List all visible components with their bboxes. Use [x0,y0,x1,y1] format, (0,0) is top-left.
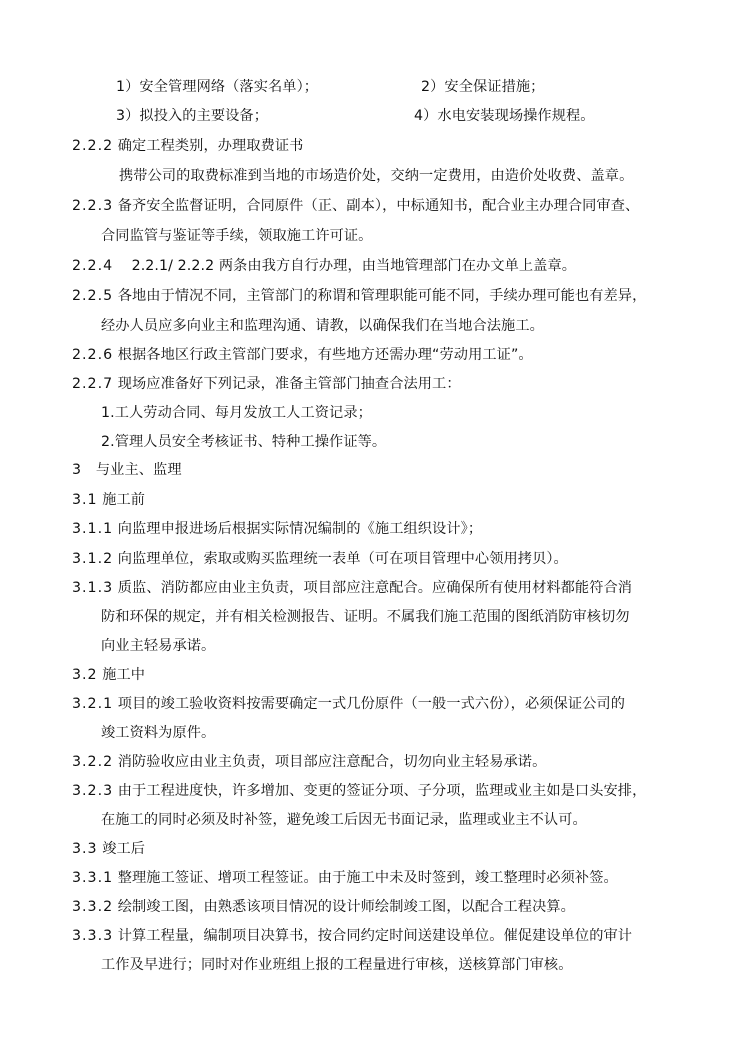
paragraph-line: 携带公司的取费标准到当地的市场造价处，交纳一定费用，由造价处收费、盖章。 [119,168,634,184]
section-3-1-1: 3.1.1 向监理申报进场后根据实际情况编制的《施工组织设计》； [72,521,483,537]
section-3-3-heading: 3.3 竣工后 [72,841,146,857]
list-item-safety-network: 1）安全管理网络（落实名单）； [116,79,319,95]
paragraph-line: 经办人员应多向业主和监理沟通、请教，以确保我们在当地合法施工。 [101,318,544,334]
section-3-2-2: 3.2.2 消防验收应由业主负责，项目部应注意配合，切勿向业主轻易承诺。 [72,754,547,770]
section-3-2-heading: 3.2 施工中 [72,667,146,683]
section-2-2-5: 2.2.5 各地由于情况不同，主管部门的称谓和管理职能可能不同，手续办理可能也有差异， [72,288,647,304]
section-3-3-2: 3.3.2 绘制竣工图，由熟悉该项目情况的设计师绘制竣工图，以配合工程决算。 [72,899,575,915]
paragraph-line: 在施工的同时必须及时补签，避免竣工后因无书面记录，监理或业主不认可。 [101,812,587,828]
paragraph-line: 工作及早进行；同时对作业班组上报的工程量进行审核，送核算部门审核。 [101,957,573,973]
section-2-2-4: 2.2.4 2.2.1/ 2.2.2 两条由我方自行办理，由当地管理部门在办文单上盖章。 [72,258,577,274]
section-3-heading: 3 与业主、监理 [72,462,182,478]
section-2-2-2: 2.2.2 确定工程类别，办理取费证书 [72,138,304,154]
list-item-operation-rules: 4）水电安装现场操作规程。 [414,108,595,124]
section-3-3-1: 3.3.1 整理施工签证、增项工程签证。由于施工中未及时签到，竣工整理时必须补签。 [72,870,618,886]
list-item-labor-contract: 1.工人劳动合同、每月发放工人工资记录； [101,405,372,421]
list-item-equipment: 3）拟投入的主要设备； [116,108,269,124]
paragraph-line: 合同监管与鉴证等手续，领取施工许可证。 [101,228,373,244]
paragraph-line: 防和环保的规定，并有相关检测报告、证明。不属我们施工范围的图纸消防审核切勿 [101,609,630,625]
section-3-2-3: 3.2.3 由于工程进度快，许多增加、变更的签证分项、子分项，监理或业主如是口头安排， [72,783,647,799]
paragraph-line: 向业主轻易承诺。 [101,638,216,654]
section-3-1-heading: 3.1 施工前 [72,492,146,508]
paragraph-line: 竣工资料为原件。 [101,725,216,741]
section-2-2-3: 2.2.3 备齐安全监督证明，合同原件（正、副本），中标通知书，配合业主办理合同审查、 [72,198,640,214]
section-2-2-6: 2.2.6 根据各地区行政主管部门要求，有些地方还需办理“劳动用工证”。 [72,347,533,363]
list-item-certificates: 2.管理人员安全考核证书、特种工操作证等。 [101,434,387,450]
section-2-2-7: 2.2.7 现场应准备好下列记录，准备主管部门抽查合法用工： [72,376,461,392]
section-3-2-1: 3.2.1 项目的竣工验收资料按需要确定一式几份原件（一般一式六份），必须保证公司的 [72,696,625,712]
section-3-3-3: 3.3.3 计算工程量，编制项目决算书，按合同约定时间送建设单位。催促建设单位的审计 [72,928,633,944]
section-3-1-3: 3.1.3 质监、消防都应由业主负责，项目部应注意配合。应确保所有使用材料都能符合消 [72,580,633,596]
list-item-safety-measures: 2）安全保证措施； [421,79,545,95]
section-3-1-2: 3.1.2 向监理单位，索取或购买监理统一表单（可在项目管理中心领用拷贝）。 [72,551,568,567]
